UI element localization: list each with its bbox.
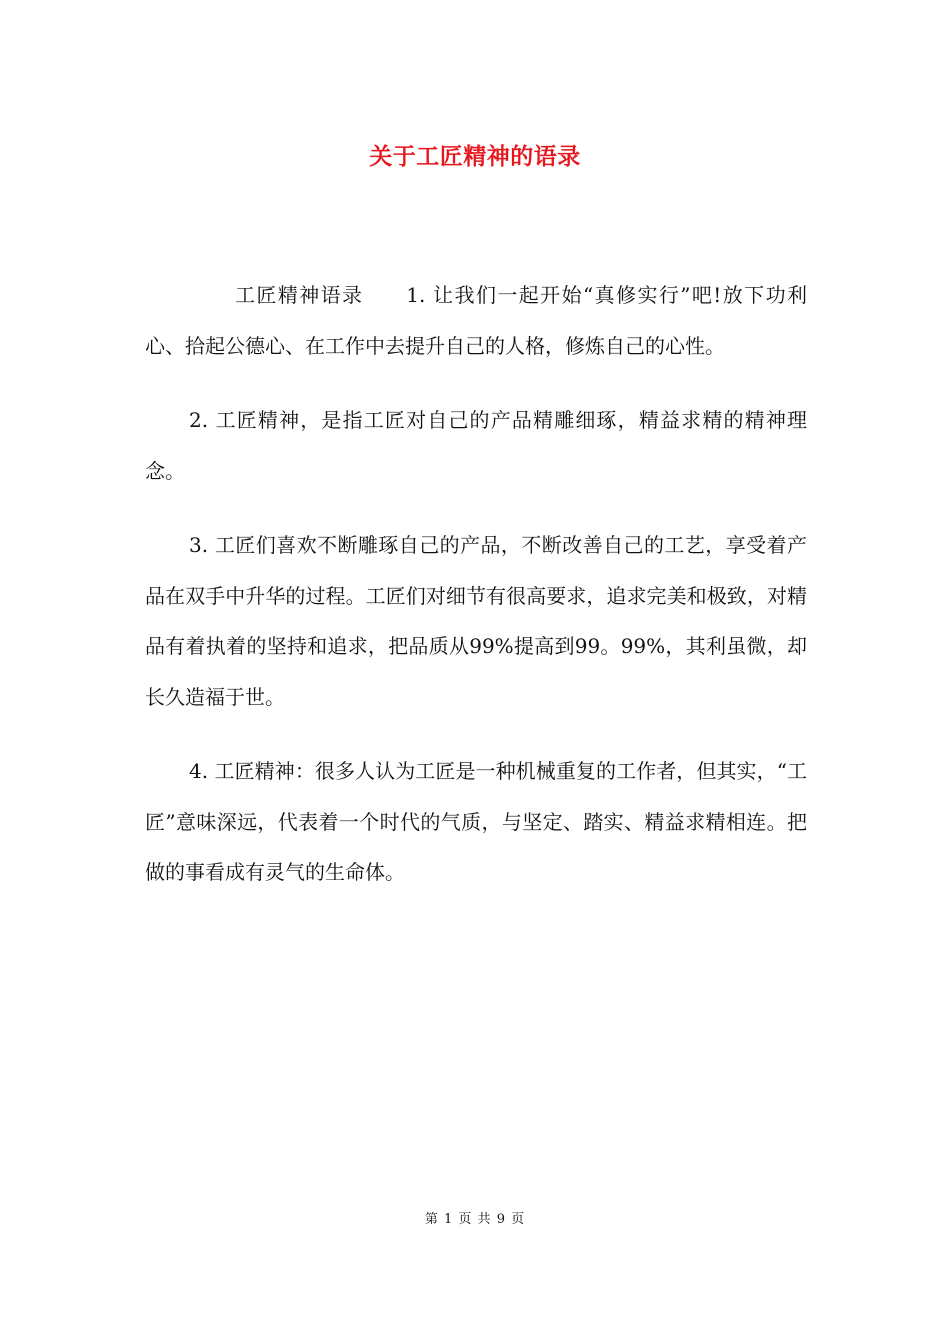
paragraph-3: 3. 工匠们喜欢不断雕琢自己的产品，不断改善自己的工艺，享受着产品在双手中升华的过程。工匠们对细节有很高要求，追求完美和极致，对精品有着执着的坚持和追求，把品质从99%提高到99。99%，其利虽微，却长久造福于世。 (145, 533, 807, 709)
document-body (145, 270, 807, 898)
paragraph-4: 4. 工匠精神：很多人认为工匠是一种机械重复的工作者，但其实，“工匠”意味深远，代表着一个时代的气质，与坚定、踏实、精益求精相连。把做的事看成有灵气的生命体。 (145, 759, 807, 884)
paragraph-2: 2. 工匠精神，是指工匠对自己的产品精雕细琢，精益求精的精神理念。 (145, 408, 807, 483)
document-title: 关于工匠精神的语录 (369, 144, 581, 170)
page-number-footer: 第 1 页 共 9 页 (424, 1212, 526, 1227)
paragraph-1: 工匠精神语录 1. 让我们一起开始“真修实行”吧!放下功利心、拾起公德心、在工作中去提升自己的人格，修炼自己的心性。 (145, 283, 807, 358)
